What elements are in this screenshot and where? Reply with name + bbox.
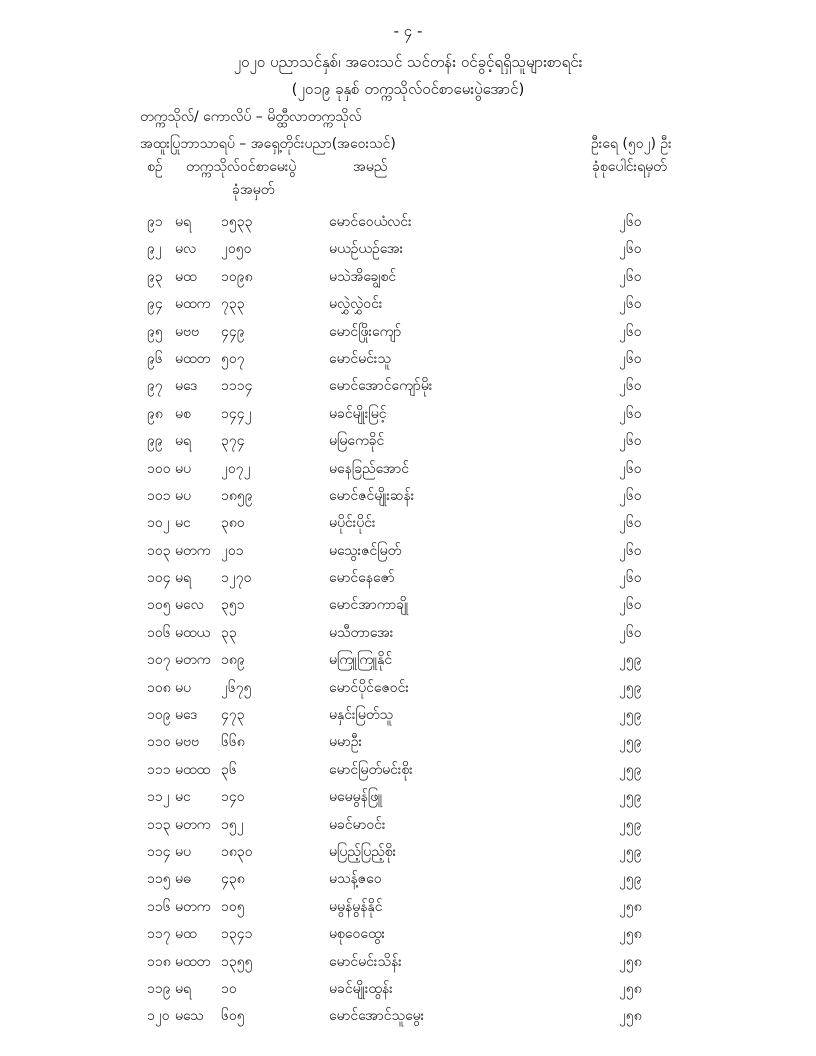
row-name: မသွေးဇင်မြတ် xyxy=(329,542,402,559)
row-code: မပ xyxy=(175,679,191,696)
row-number: ၆၆၈ xyxy=(221,734,245,751)
table-row xyxy=(0,787,816,814)
row-code: မဒေ xyxy=(175,378,198,395)
row-serial: ၁၀၈ xyxy=(147,679,171,696)
document-subtitle: (၂၀၁၉ ခုနှစ် တက္ကသိုလ်ဝင်စာမေးပွဲအောင်) xyxy=(291,80,525,98)
row-serial: ၁၀၀ xyxy=(147,460,171,477)
table-row xyxy=(0,869,816,896)
row-code: မပ xyxy=(175,487,191,504)
row-mark: ၂၅၉ xyxy=(619,871,642,888)
row-serial: ၁၁၇ xyxy=(147,926,171,943)
row-name: မပိုင်းပိုင်း xyxy=(329,515,376,532)
row-number: ၁၃၄၁ xyxy=(221,926,253,943)
row-number: ၁၈၉ xyxy=(221,652,245,669)
row-serial: ၉၁ xyxy=(147,214,163,230)
row-code: မထက xyxy=(175,296,211,313)
row-number: ၂၆၇၅ xyxy=(221,679,252,696)
header-exam-roll: တက္ကသိုလ်ဝင်စာမေးပွဲ xyxy=(186,159,297,175)
row-serial: ၁၀၂ xyxy=(147,515,170,532)
row-name: မောင်ဖြိုးကျော် xyxy=(329,323,402,340)
row-mark: ၂၆၀ xyxy=(619,542,642,559)
table-row xyxy=(0,979,816,1006)
table-row xyxy=(0,924,816,951)
row-name: မောင်အောင်သူမွေး xyxy=(329,1008,425,1025)
row-code: မပ xyxy=(175,843,191,860)
row-code: မတက xyxy=(175,816,211,833)
table-row xyxy=(0,678,816,705)
table-row xyxy=(0,431,816,458)
document-title: ၂၀၂၀ ပညာသင်နှစ်၊ အဝေးသင် သင်တန်း ဝင်ခွင့်ရရှိသူများစာရင်း xyxy=(233,53,583,71)
row-code: မရ xyxy=(175,214,192,230)
row-mark: ၂၆၀ xyxy=(619,570,642,587)
row-name: မောင်မင်းသိန်း xyxy=(329,953,402,970)
table-row xyxy=(0,267,816,294)
row-mark: ၂၆၀ xyxy=(619,241,642,258)
row-serial: ၁၁၈ xyxy=(147,953,171,970)
row-serial: ၉၂ xyxy=(147,241,162,258)
row-code: မရ xyxy=(175,570,192,587)
row-code: မပ xyxy=(175,460,191,477)
row-number: ၆၀၅ xyxy=(221,1008,245,1025)
header-serial: စဉ် xyxy=(147,159,163,175)
row-mark: ၂၅၈ xyxy=(619,926,642,943)
row-number: ၄၇၃ xyxy=(221,707,245,724)
row-number: ၂၀၇၂ xyxy=(221,460,251,477)
row-code: မရ xyxy=(175,980,192,997)
row-mark: ၂၅၉ xyxy=(619,734,642,751)
row-name: မခင်မာဝင်း xyxy=(329,816,386,833)
row-mark: ၂၆၀ xyxy=(619,433,642,450)
row-serial: ၉၅ xyxy=(147,323,163,340)
row-code: မင xyxy=(175,515,191,532)
row-number: ၇၃၃ xyxy=(221,296,245,313)
row-mark: ၂၆၀ xyxy=(619,268,642,285)
table-row xyxy=(0,815,816,842)
table-row xyxy=(0,459,816,486)
row-serial: ၉၄ xyxy=(147,296,163,313)
row-code: မတက xyxy=(175,652,211,669)
row-number: ၃၈၀ xyxy=(221,515,245,532)
row-code: မထ xyxy=(175,268,197,285)
table-row xyxy=(0,322,816,349)
row-number: ၂၀၅၀ xyxy=(221,241,252,258)
row-number: ၄၃၈ xyxy=(221,871,245,888)
row-mark: ၂၆၀ xyxy=(619,378,642,395)
row-mark: ၂၆၀ xyxy=(619,350,642,367)
row-mark: ၂၆၀ xyxy=(619,515,642,532)
row-name: မောင်အောင်ကျော်မိုး xyxy=(329,378,433,395)
row-mark: ၂၆၀ xyxy=(619,597,642,614)
table-row xyxy=(0,842,816,869)
table-row xyxy=(0,897,816,924)
row-name: မောင်မြတ်မင်းစိုး xyxy=(329,761,413,778)
row-name: မသီတာအေး xyxy=(329,624,394,641)
row-mark: ၂၅၈ xyxy=(619,980,642,997)
row-name: မောင်ဇင်မျိုးဆန်း xyxy=(329,487,415,504)
row-mark: ၂၅၉ xyxy=(619,652,642,669)
table-row xyxy=(0,595,816,622)
row-serial: ၁၀၆ xyxy=(147,624,171,641)
row-serial: ၁၁၁ xyxy=(147,761,171,778)
row-name: မောင်အာကာချို xyxy=(329,597,409,614)
row-mark: ၂၅၈ xyxy=(619,1008,642,1025)
row-serial: ၁၀၃ xyxy=(147,542,171,559)
row-code: မရ xyxy=(175,433,192,450)
table-row xyxy=(0,349,816,376)
row-mark: ၂၅၈ xyxy=(619,898,642,915)
row-serial: ၉၇ xyxy=(147,378,163,395)
row-number: ၁၀ xyxy=(221,980,237,997)
row-mark: ၂၅၉ xyxy=(619,843,642,860)
row-code: မတက xyxy=(175,898,211,915)
row-serial: ၁၁၃ xyxy=(147,816,171,833)
row-number: ၁၀၅ xyxy=(221,898,245,915)
row-code: မတက xyxy=(175,542,211,559)
row-serial: ၉၉ xyxy=(147,433,163,450)
table-row xyxy=(0,486,816,513)
row-serial: ၁၁၆ xyxy=(147,898,171,915)
row-code: မထ xyxy=(175,926,197,943)
row-serial: ၁၂၀ xyxy=(147,1008,170,1025)
row-code: မထတ xyxy=(175,953,211,970)
row-name: မနေခြည်အောင် xyxy=(329,460,410,477)
row-name: မမွန်မွန်နိုင် xyxy=(329,898,383,915)
table-row xyxy=(0,239,816,266)
row-serial: ၁၁၂ xyxy=(147,789,170,806)
row-code: မဗဗ xyxy=(175,323,199,340)
row-mark: ၂၅၈ xyxy=(619,953,642,970)
row-serial: ၁၀၉ xyxy=(147,707,171,724)
count-line: ဦးရေ (၅၀၂) ဦး xyxy=(591,136,672,152)
row-code: မထထ xyxy=(175,761,211,778)
row-number: ၅၀၇ xyxy=(221,350,245,367)
row-number: ၁၈၅၉ xyxy=(221,487,253,504)
row-name: မမြကေခိုင် xyxy=(329,433,385,450)
university-line: တက္ကသိုလ်/ ကောလိပ် – မိတ္ထီလာတက္ကသိုလ် xyxy=(140,109,362,125)
table-row xyxy=(0,568,816,595)
header-total-marks: ခုံစုပေါင်းရမှတ် xyxy=(592,159,667,175)
table-row xyxy=(0,294,816,321)
row-code: မဓ xyxy=(175,871,191,888)
row-serial: ၁၁၅ xyxy=(147,871,171,888)
row-mark: ၂၆၀ xyxy=(619,487,642,504)
row-number: ၂၀၁ xyxy=(221,542,244,559)
table-row xyxy=(0,760,816,787)
row-code: မထယ xyxy=(175,624,211,641)
row-code: မလ xyxy=(175,241,197,258)
row-name: မကြူကြူနိုင် xyxy=(329,652,393,669)
table-row xyxy=(0,376,816,403)
table-row xyxy=(0,650,816,677)
row-name: မောင်ဝေယံလင်း xyxy=(329,214,412,230)
row-serial: ၁၁၉ xyxy=(147,980,171,997)
row-name: မသဲအိချွေစင် xyxy=(329,268,397,285)
row-name: မလွှဲလွှဲဝင်း xyxy=(329,296,383,313)
table-row xyxy=(0,541,816,568)
row-name: မပြည့်ပြည့်စိုး xyxy=(329,843,397,860)
header-exam-roll-number: ခုံအမှတ် xyxy=(232,182,275,198)
row-name: မခင်မျိုးမြင့် xyxy=(329,405,387,422)
row-number: ၁၈၃၀ xyxy=(221,843,253,860)
row-number: ၃၆ xyxy=(221,761,237,778)
row-name: မခင်မျိုးထွန်း xyxy=(329,980,393,997)
row-name: မောင်မင်းသူ xyxy=(329,350,391,367)
row-mark: ၂၅၉ xyxy=(619,707,642,724)
row-serial: ၁၀၅ xyxy=(147,597,171,614)
row-number: ၁၄၀ xyxy=(221,789,245,806)
row-serial: ၉၆ xyxy=(147,350,163,367)
row-number: ၁၂၇၀ xyxy=(221,570,252,587)
row-number: ၄၄၉ xyxy=(221,323,245,340)
row-number: ၁၄၄၂ xyxy=(221,405,252,422)
row-number: ၁၁၁၄ xyxy=(221,378,253,395)
row-mark: ၂၆၀ xyxy=(619,460,642,477)
table-row xyxy=(0,513,816,540)
row-code: မဗဗ xyxy=(175,734,199,751)
department-line: အထူးပြုဘာသာရပ် – အရှေ့တိုင်းပညာ(အဝေးသင်) xyxy=(140,136,396,152)
row-mark: ၂၅၉ xyxy=(619,816,642,833)
student-list xyxy=(0,212,816,1034)
row-serial: ၁၀၇ xyxy=(147,652,171,669)
row-number: ၃၅၁ xyxy=(221,597,245,614)
table-row xyxy=(0,1006,816,1033)
row-number: ၃၃ xyxy=(221,624,237,641)
row-mark: ၂၆၀ xyxy=(619,296,642,313)
row-number: ၁၀၉၈ xyxy=(221,268,253,285)
row-serial: ၁၀၄ xyxy=(147,570,171,587)
row-number: ၁၅၂ xyxy=(221,816,244,833)
row-name: မောင်ပိုင်ဇေဝင်း xyxy=(329,679,409,696)
table-row xyxy=(0,732,816,759)
row-mark: ၂၅၉ xyxy=(619,789,642,806)
row-mark: ၂၆၀ xyxy=(619,624,642,641)
row-mark: ၂၆၀ xyxy=(619,214,642,230)
row-serial: ၁၀၁ xyxy=(147,487,171,504)
row-code: မသေ xyxy=(175,1008,204,1025)
row-number: ၁၅၃၃ xyxy=(221,214,253,230)
row-code: မလေ xyxy=(175,597,204,614)
row-name: မမာဦး xyxy=(329,734,363,751)
row-name: မောင်နေဇော် xyxy=(329,570,395,587)
row-code: မထတ xyxy=(175,350,211,367)
table-row xyxy=(0,705,816,732)
row-name: မမေမွန်ဖြူ xyxy=(329,789,383,806)
row-name: မသန့်ဇဝေ xyxy=(329,871,382,888)
row-name: မစုဝေထွေး xyxy=(329,926,386,943)
page-number: - ၄ - xyxy=(393,22,423,40)
table-row xyxy=(0,404,816,431)
row-name: မနှင်းမြတ်သူ xyxy=(329,707,394,724)
row-serial: ၉၈ xyxy=(147,405,163,422)
table-row xyxy=(0,952,816,979)
row-mark: ၂၅၉ xyxy=(619,761,642,778)
table-row xyxy=(0,623,816,650)
row-serial: ၉၃ xyxy=(147,268,163,285)
row-serial: ၁၁၀ xyxy=(147,734,171,751)
row-mark: ၂၆၀ xyxy=(619,323,642,340)
row-mark: ၂၆၀ xyxy=(619,405,642,422)
row-serial: ၁၁၄ xyxy=(147,843,171,860)
table-row xyxy=(0,212,816,239)
row-mark: ၂၅၉ xyxy=(619,679,642,696)
row-name: မယဉ်ယဉ်အေး xyxy=(329,241,404,258)
row-code: မဒေ xyxy=(175,707,198,724)
header-name: အမည် xyxy=(353,159,388,175)
row-number: ၁၃၅၅ xyxy=(221,953,253,970)
row-code: မစ xyxy=(175,405,191,422)
row-code: မင xyxy=(175,789,191,806)
row-number: ၃၇၄ xyxy=(221,433,245,450)
